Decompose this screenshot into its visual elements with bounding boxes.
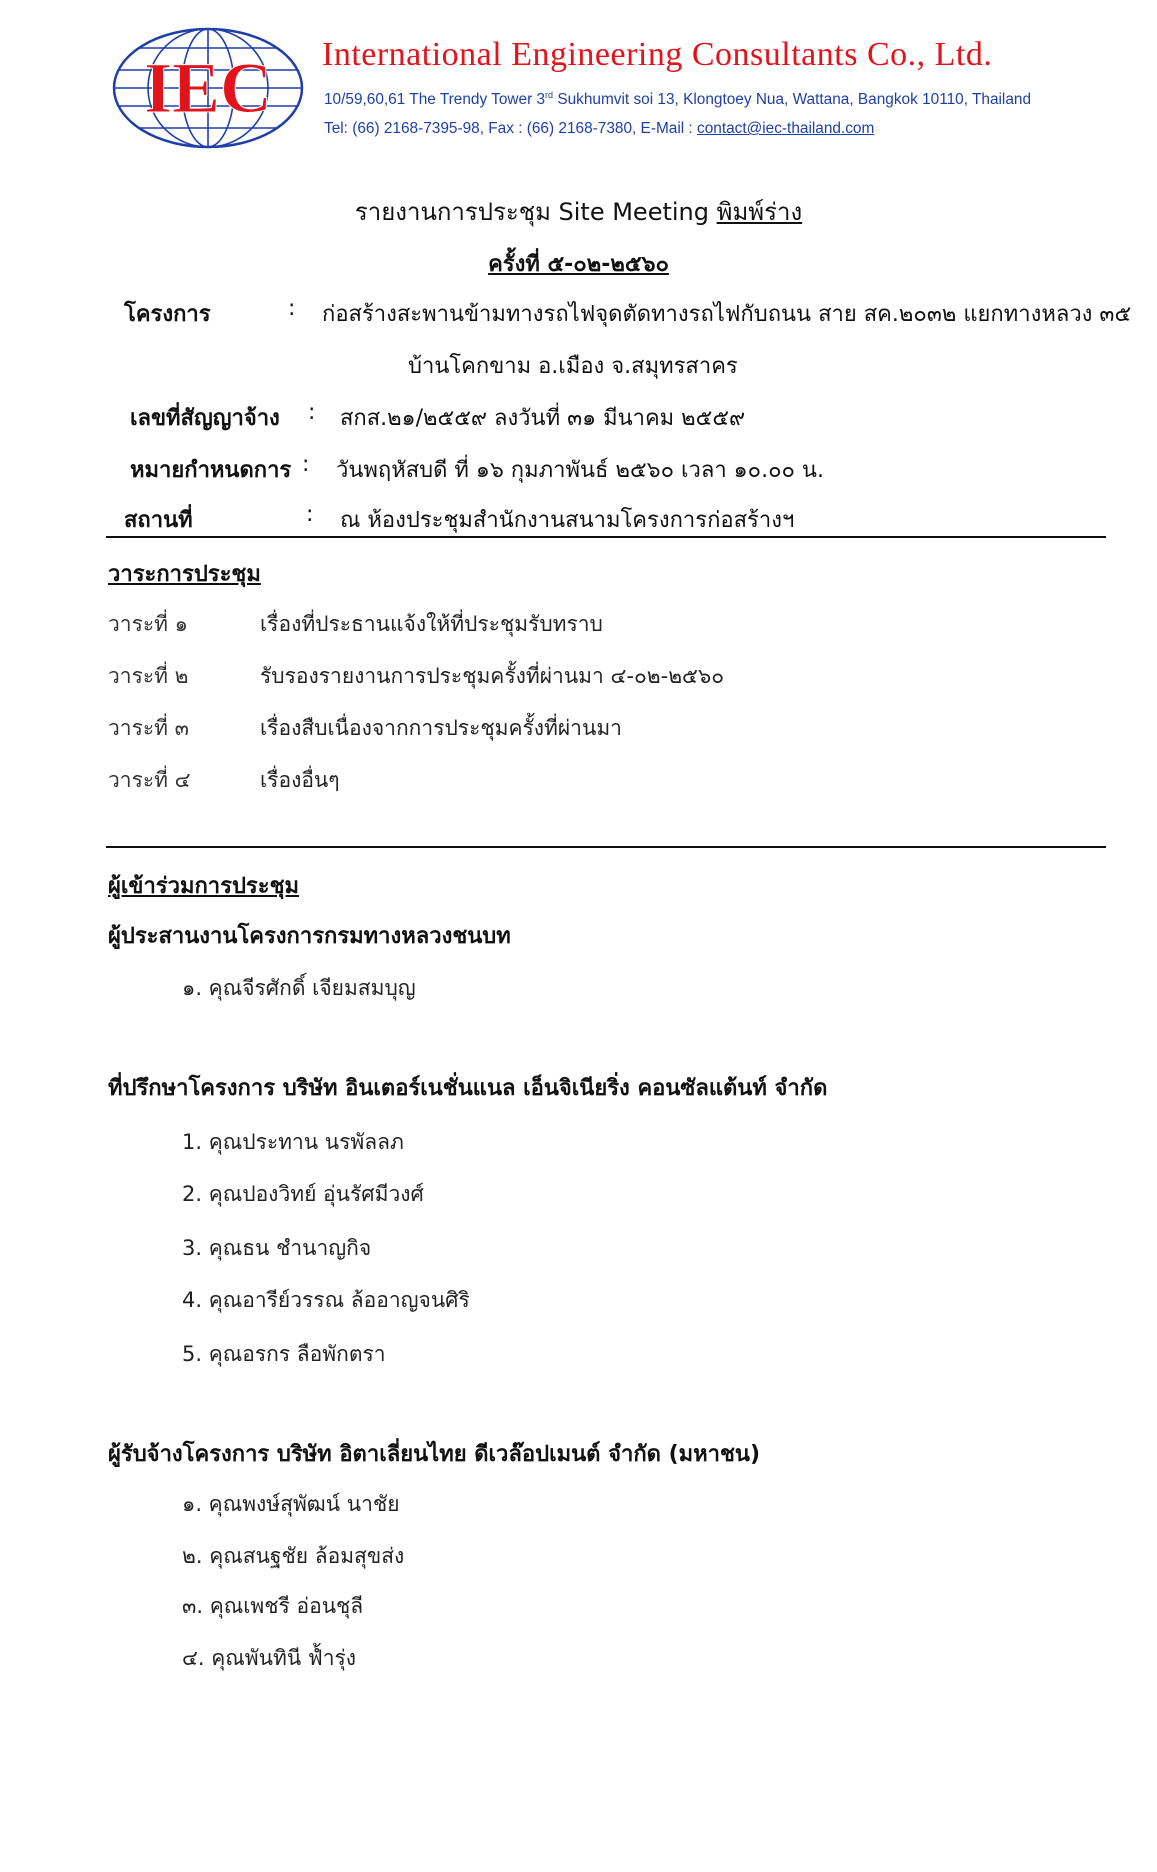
attendee-name: 4. คุณอารีย์วรรณ ล้ออาญจนศิริ [182, 1288, 470, 1312]
attendee-name: ๓. คุณเพชรี อ่อนชุลี [182, 1594, 364, 1618]
attendee-group-title: ผู้รับจ้างโครงการ บริษัท อิตาเลี่ยนไทย ดีเวล๊อปเมนต์ จำกัด (มหาชน) [108, 1442, 761, 1467]
attendee-group-title: ที่ปรึกษาโครงการ บริษัท อินเตอร์เนชั่นแนล เอ็นจิเนียริ่ง คอนซัลแต้นท์ จำกัด [108, 1076, 828, 1101]
attendee-name: 5. คุณอรกร ลือพักตรา [182, 1342, 386, 1366]
attendee-name: 1. คุณประทาน นรพัลลภ [182, 1130, 404, 1154]
attendee-group-title: ผู้ประสานงานโครงการกรมทางหลวงชนบท [108, 924, 511, 949]
agenda-item-text: เรื่องอื่นๆ [260, 768, 340, 792]
contact-phone-fax: Tel: (66) 2168-7395-98, Fax : (66) 2168-7380, E-Mail : [324, 120, 697, 137]
contract-label: เลขที่สัญญาจ้าง [130, 406, 280, 431]
attendee-name: ๒. คุณสนฐชัย ล้อมสุขส่ง [182, 1544, 405, 1568]
place-value: ณ ห้องประชุมสำนักงานสนามโครงการก่อสร้างฯ [340, 508, 795, 533]
colon: : [306, 502, 314, 527]
agenda-item-label: วาระที่ ๒ [108, 664, 189, 688]
contract-value: สกส.๒๑/๒๕๕๙ ลงวันที่ ๓๑ มีนาคม ๒๕๕๙ [340, 406, 746, 431]
email-link[interactable]: contact@iec-thailand.com [697, 120, 875, 137]
divider [106, 846, 1106, 848]
agenda-heading: วาระการประชุม [108, 562, 261, 587]
company-name: International Engineering Consultants Co., Ltd. [322, 36, 993, 73]
agenda-item-label: วาระที่ ๑ [108, 612, 188, 636]
colon: : [302, 452, 310, 477]
attendee-name: 3. คุณธน ชำนาญกิจ [182, 1236, 372, 1260]
schedule-label: หมายกำหนดการ [130, 458, 292, 483]
colon: : [288, 296, 296, 321]
project-value-line2: บ้านโคกขาม อ.เมือง จ.สมุทรสาคร [408, 354, 738, 379]
agenda-item-text: เรื่องสืบเนื่องจากการประชุมครั้งที่ผ่านมา [260, 716, 622, 740]
agenda-item-text: เรื่องที่ประธานแจ้งให้ที่ประชุมรับทราบ [260, 612, 603, 636]
agenda-item-label: วาระที่ ๔ [108, 768, 191, 792]
attendee-name: ๑. คุณจีรศักดิ์ เจียมสมบุญ [182, 976, 416, 1000]
globe-logo-icon [110, 26, 306, 150]
attendee-name: ๔. คุณพันทินี ฟ้ำรุ่ง [182, 1646, 357, 1670]
address-superscript: rd [545, 90, 554, 100]
logo-text: IEC [143, 48, 273, 128]
agenda-item-label: วาระที่ ๓ [108, 716, 190, 740]
draft-label: พิมพ์ร่าง [716, 198, 803, 226]
attendees-heading: ผู้เข้าร่วมการประชุม [108, 874, 299, 899]
document-title [0, 192, 1157, 231]
place-label: สถานที่ [124, 508, 193, 533]
address-part: Sukhumvit soi 13, Klongtoey Nua, Wattana, Bangkok 10110, Thailand [553, 91, 1032, 109]
schedule-value: วันพฤหัสบดี ที่ ๑๖ กุมภาพันธ์ ๒๕๖๐ เวลา ๑๐.๐๐ น. [336, 458, 824, 483]
address-part: 10/59,60,61 The Trendy Tower 3 [324, 91, 546, 109]
project-value-line1: ก่อสร้างสะพานข้ามทางรถไฟจุดตัดทางรถไฟกับถนน สาย สค.๒๐๓๒ แยกทางหลวง ๓๕ [322, 302, 1132, 327]
attendee-name: ๑. คุณพงษ์สุพัฒน์ นาชัย [182, 1492, 400, 1516]
company-contact [324, 120, 1154, 138]
divider [106, 536, 1106, 538]
company-logo [110, 26, 306, 150]
agenda-item-text: รับรองรายงานการประชุมครั้งที่ผ่านมา ๔-๐๒-๒๕๖๐ [260, 664, 725, 688]
meeting-number: ครั้งที่ ๕-๐๒-๒๕๖๐ [488, 252, 669, 277]
colon: : [308, 400, 316, 425]
project-label: โครงการ [124, 302, 211, 327]
attendee-name: 2. คุณปองวิทย์ อุ่นรัศมีวงศ์ [182, 1182, 424, 1206]
title-text: รายงานการประชุม Site Meeting [354, 198, 709, 226]
company-address [324, 90, 1154, 109]
